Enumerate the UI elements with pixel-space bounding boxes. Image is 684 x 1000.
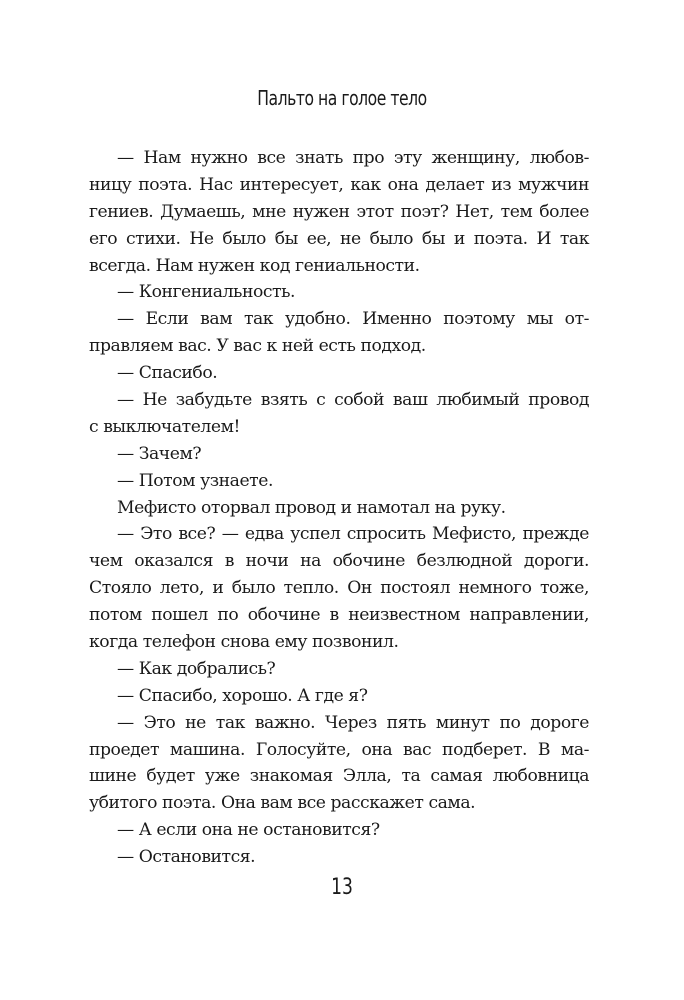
text-line: — А если она не остановится? [117,820,380,841]
text-line: — Зачем? [117,443,202,464]
text-line: с выключателем! [89,416,240,437]
running-title: Пальто на голое тело [257,86,427,110]
text-line: его стихи. Не было бы ее, не было бы и поэта. И так [89,228,589,249]
text-line: всегда. Нам нужен код гениальности. [89,255,420,276]
page-number: 13 [331,875,353,900]
text-line: потом пошел по обочине в неизвестном направлении, [89,605,589,626]
text-line: — Спасибо. [117,363,218,384]
text-line: Мефисто оторвал провод и намотал на руку. [117,497,506,518]
text-line: гениев. Думаешь, мне нужен этот поэт? Нет, тем более [89,201,589,222]
text-line: чем оказался в ночи на обочине безлюдной дороги. [89,551,589,572]
text-line: убитого поэта. Она вам все расскажет сама. [89,793,476,814]
text-line: — Не забудьте взять с собой ваш любимый провод [117,390,589,411]
text-line: шине будет уже знакомая Элла, та самая любовница [89,766,589,787]
body-text [89,145,589,871]
text-line: — Конгениальность. [117,282,296,303]
text-line: — Нам нужно все знать про эту женщину, любов- [117,148,589,168]
text-line: — Спасибо, хорошо. А где я? [117,685,368,706]
text-line: Стояло лето, и было тепло. Он постоял немного тоже, [89,578,589,599]
text-line: — Если вам так удобно. Именно поэтому мы от- [117,309,589,330]
text-line: — Это не так важно. Через пять минут по дороге [117,712,589,733]
text-line: — Потом узнаете. [117,470,273,491]
text-line: когда телефон снова ему позвонил. [89,632,399,653]
text-line: ницу поэта. Нас интересует, как она делает из мужчин [89,174,589,195]
text-line: проедет машина. Голосуйте, она вас подберет. В ма- [89,739,589,760]
text-line: — Остановится. [117,847,256,868]
text-line: — Как добрались? [117,658,276,679]
text-line: — Это все? — едва успел спросить Мефисто, прежде [117,524,589,545]
text-line: правляем вас. У вас к ней есть подход. [89,336,426,357]
